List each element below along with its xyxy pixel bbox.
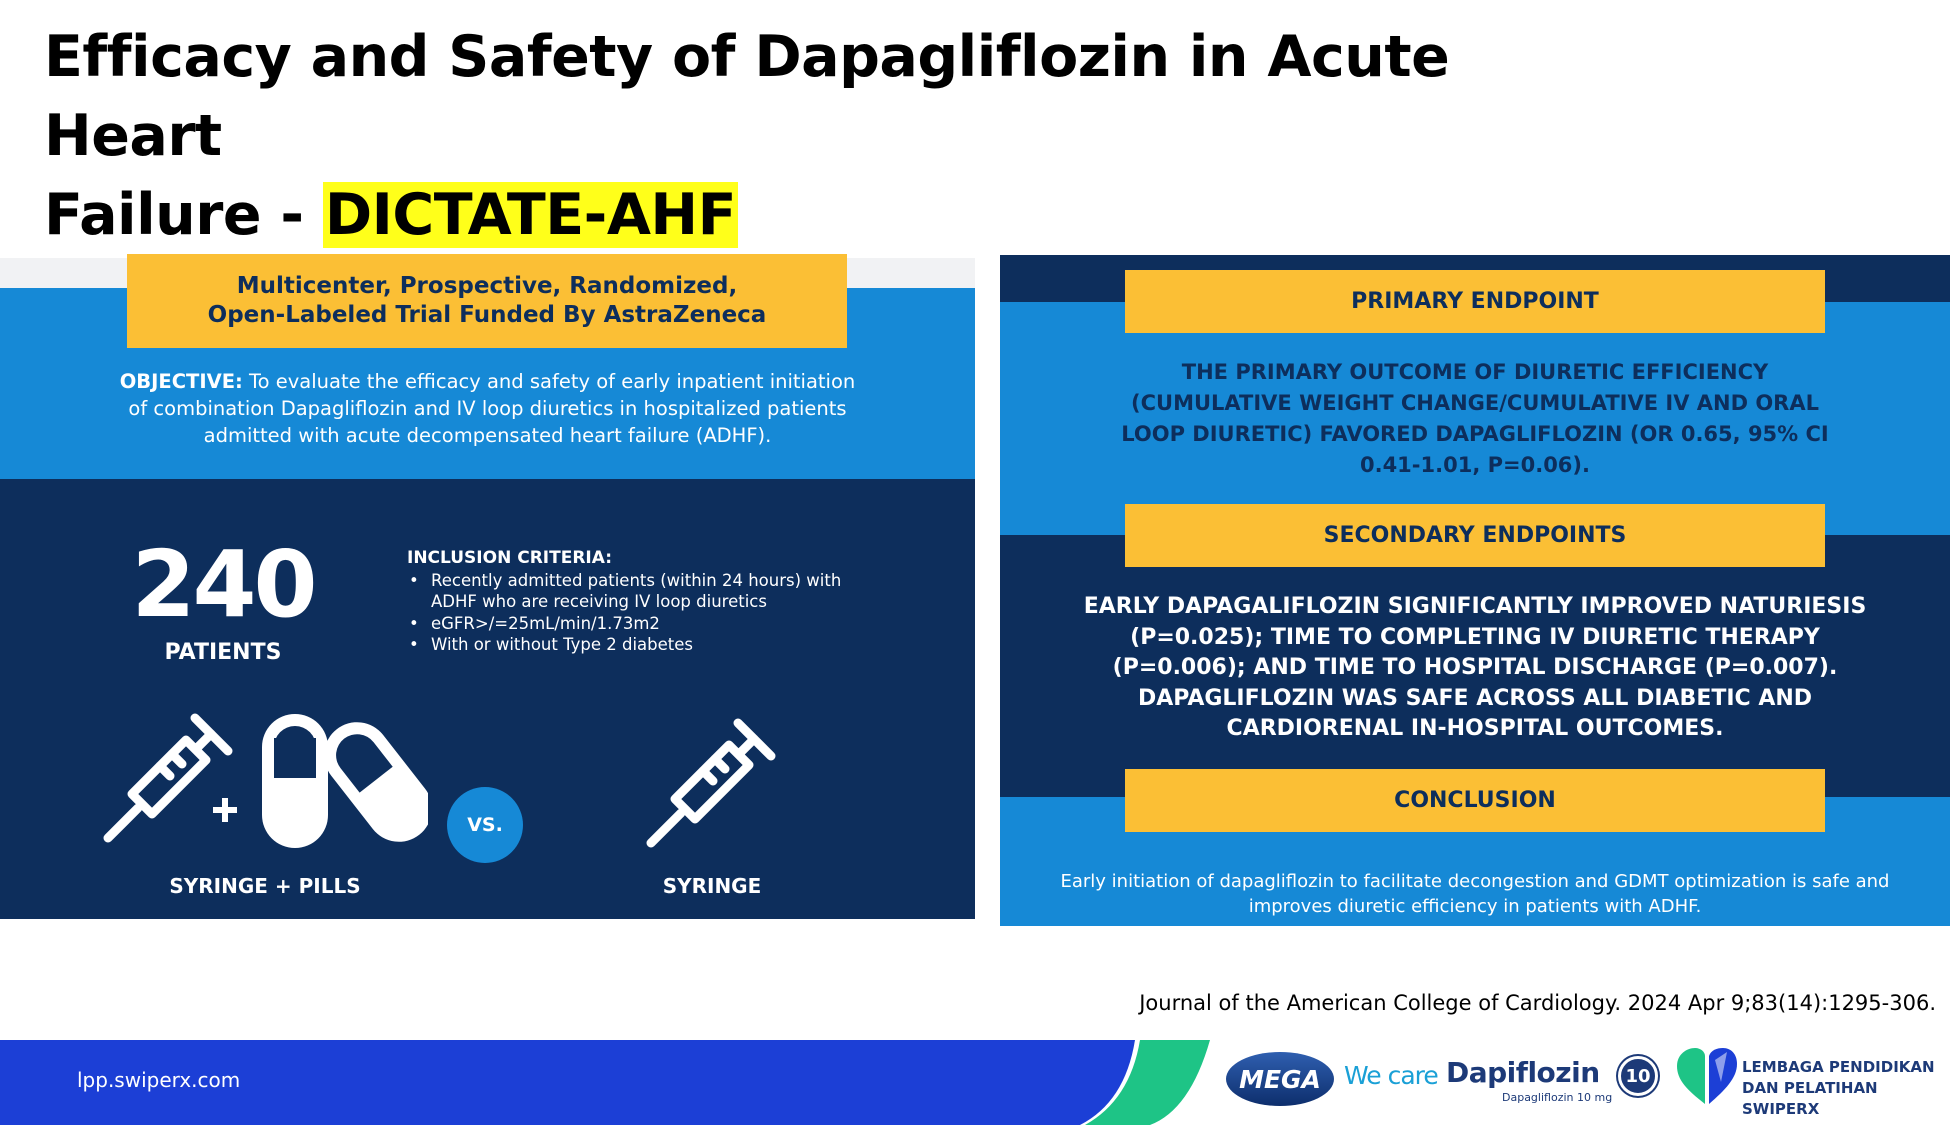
trial-design-banner	[127, 254, 847, 348]
footer-url[interactable]: lpp.swiperx.com	[77, 1068, 241, 1092]
title-line-2	[44, 176, 1544, 255]
mega-logo: MEGA	[1226, 1052, 1334, 1106]
arm-label-syringe: SYRINGE	[662, 874, 762, 898]
syringe-icon	[100, 710, 235, 850]
heart-logo-icon	[1675, 1046, 1739, 1108]
primary-endpoint-text: THE PRIMARY OUTCOME OF DIURETIC EFFICIENCY (CUMULATIVE WEIGHT CHANGE/CUMULATIVE IV AND ORAL LOOP DIURETIC) FAVORED DAPAGLIFLOZIN (OR 0.65, 95% CI 0.41-1.01, P=0.06).	[1121, 360, 1829, 477]
patients-label: PATIENTS	[164, 640, 282, 665]
versus-badge: VS.	[447, 787, 523, 863]
footer-bar	[0, 1040, 1950, 1125]
objective-body: To evaluate the efficacy and safety of early inpatient initiation of combination Dapagliflozin and IV loop diuretics in hospitalized patients admitted with acute decompensated heart failure (ADHF).	[128, 370, 856, 447]
secondary-endpoints-heading: SECONDARY ENDPOINTS	[1125, 504, 1825, 567]
inclusion-list	[407, 570, 877, 656]
title-line-1: Efficacy and Safety of Dapagliflozin in Acute Heart	[44, 24, 1450, 169]
arm-label-syringe-pills: SYRINGE + PILLS	[169, 874, 361, 898]
title-prefix: Failure -	[44, 182, 323, 248]
inclusion-item: • With or without Type 2 diabetes	[407, 634, 877, 656]
swiperx-org-name	[1742, 1057, 1950, 1120]
pills-icon	[258, 710, 428, 852]
inclusion-criteria	[407, 548, 877, 656]
page-title	[44, 18, 1544, 255]
conclusion-heading: CONCLUSION	[1125, 769, 1825, 832]
inclusion-item: • eGFR>/=25mL/min/1.73m2	[407, 613, 877, 635]
inclusion-heading: INCLUSION CRITERIA:	[407, 548, 613, 568]
dose-badge: 10	[1618, 1056, 1658, 1096]
conclusion-text: Early initiation of dapagliflozin to facilitate decongestion and GDMT optimization is safe and improves diuretic efficiency in patients with ADHF.	[1060, 871, 1890, 917]
inclusion-item: • Recently admitted patients (within 24 hours) with ADHF who are receiving IV loop diuretics	[407, 570, 877, 613]
trial-design-line-2: Open-Labeled Trial Funded By AstraZeneca	[207, 302, 767, 328]
title-highlight: DICTATE-AHF	[324, 182, 737, 248]
we-care-tagline: We care	[1344, 1061, 1438, 1090]
objective-text	[110, 368, 865, 449]
dapiflozin-subtitle: Dapagliflozin 10 mg	[1502, 1091, 1613, 1104]
syringe-icon	[643, 715, 778, 855]
dapiflozin-brand: Dapiflozin	[1446, 1056, 1600, 1089]
patient-count: 240	[131, 531, 315, 638]
trial-design-line-1: Multicenter, Prospective, Randomized,	[236, 273, 738, 299]
plus-icon	[212, 797, 238, 823]
org-line-1: LEMBAGA PENDIDIKAN	[1742, 1058, 1935, 1076]
secondary-endpoints-text: EARLY DAPAGALIFLOZIN SIGNIFICANTLY IMPROVED NATURIESIS (P=0.025); TIME TO COMPLETING IV DIURETIC THERAPY (P=0.006); AND TIME TO HOSPITAL DISCHARGE (P=0.007). DAPAGLIFLOZIN WAS SAFE ACROSS ALL DIABETIC AND CARDIORENAL IN-HOSPITAL OUTCOMES.	[1083, 594, 1867, 741]
objective-label: OBJECTIVE:	[119, 370, 243, 393]
org-line-2: DAN PELATIHAN SWIPERX	[1742, 1079, 1878, 1118]
citation: Journal of the American College of Cardiology. 2024 Apr 9;83(14):1295-306.	[1139, 991, 1936, 1015]
primary-endpoint-heading: PRIMARY ENDPOINT	[1125, 270, 1825, 333]
